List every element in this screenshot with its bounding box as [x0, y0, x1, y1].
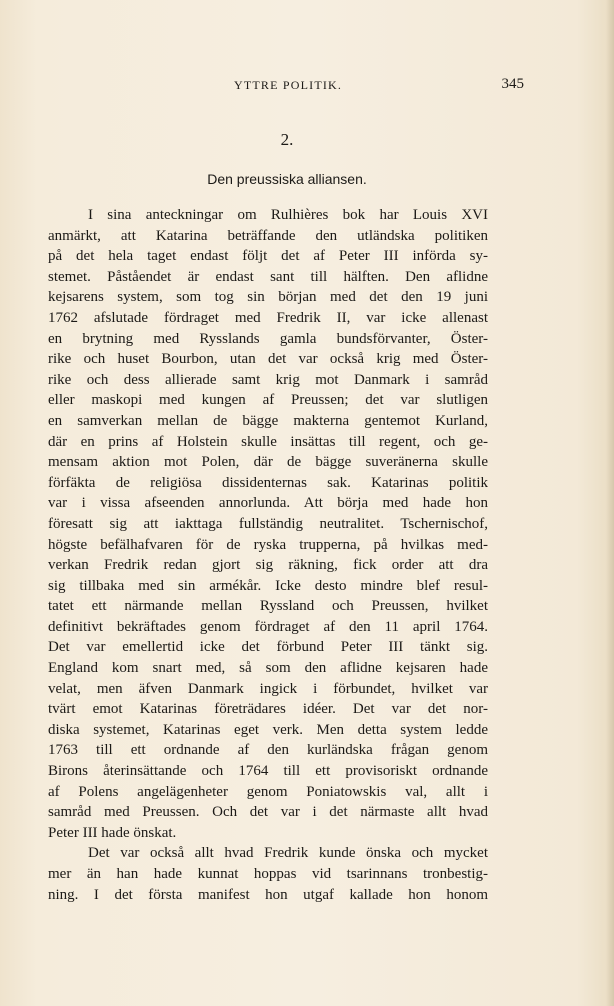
text-line: Det var också allt hvad Fredrik kunde önska och mycket [88, 845, 488, 862]
text-line: ning. I det första manifest hon utgaf kallade hon honom [48, 886, 488, 903]
page-edge-shadow [606, 0, 614, 1006]
text-line: högste befälhafvaren för de ryska trupperna, på hvilkas med- [48, 536, 488, 553]
text-line: Peter III hade önskat. [48, 824, 177, 841]
paragraph-2 [48, 843, 488, 905]
text-line: anmärkt, att Katarina beträffande den utländska politiken [48, 227, 488, 244]
text-line: förfäkta de religiösa dissidenternas sak. Katarinas politik [48, 474, 488, 491]
text-line: föresatt sig att iakttaga fullständig neutralitet. Tschernischof, [48, 515, 488, 532]
text-line: var i vissa afseenden annorlunda. Att börja med hade hon [48, 495, 488, 512]
text-line: definitivt bekräftades genom fördraget af den 11 april 1764. [48, 618, 488, 635]
section-title: Den preussiska alliansen. [207, 171, 367, 187]
text-line: tvärt emot Katarinas företrädares idéer. Det var det nor- [48, 701, 488, 718]
text-line: sig tillbaka med sin armékår. Icke desto mindre blef resul- [48, 577, 488, 594]
text-line: rike och huset Bourbon, utan det var också krig med Öster- [48, 351, 488, 368]
text-line: rike och dess allierade samt krig mot Danmark i samråd [48, 371, 488, 388]
text-line: verkan Fredrik redan gjort sig räkning, fick order att dra [48, 557, 488, 574]
text-line: af Polens angelägenheter genom Poniatowskis val, allt i [48, 783, 488, 800]
text-line: en brytning med Rysslands gamla bundsförvanter, Öster- [48, 330, 488, 347]
text-line: mensam aktion mot Polen, där de bägge suveränerna skulle [48, 454, 488, 471]
text-line: stemet. Påståendet är endast sant till hälften. Den aflidne [48, 268, 488, 285]
text-line: velat, men äfven Danmark ingick i förbundet, hvilket var [48, 680, 488, 697]
running-head-title: YTTRE POLITIK. [234, 78, 343, 92]
text-line: 1763 till ett ordnande af den kurländska frågan genom [48, 742, 488, 759]
body-text [48, 205, 488, 905]
text-line: kejsarens system, som tog sin början med det den 19 juni [48, 289, 488, 306]
paragraph-1 [48, 205, 488, 843]
text-line: Det var emellertid icke det förbund Peter III tänkt sig. [48, 639, 488, 656]
text-line: England kom snart med, så som den aflidne kejsaren hade [48, 660, 488, 677]
text-line: där en prins af Holstein skulle insättas till regent, och ge- [48, 433, 488, 450]
text-line: mer än han hade kunnat hoppas vid tsarinnans tronbestig- [48, 866, 488, 882]
text-line: eller maskopi med kungen af Preussen; det var slutligen [48, 392, 488, 409]
text-line: Birons återinsättande och 1764 till ett provisoriskt ordnande [48, 763, 488, 780]
running-head [48, 78, 524, 96]
text-line: I sina anteckningar om Rulhières bok har Louis XVI [88, 207, 488, 223]
text-line: på det hela taget endast följt det af Peter III införda sy- [48, 248, 488, 265]
text-line: tatet ett närmande mellan Ryssland och Preussen, hvilket [48, 598, 488, 615]
text-line: en samverkan mellan de bägge makterna gentemot Kurland, [48, 412, 488, 429]
text-line: diska systemet, Katarinas eget verk. Men detta system ledde [48, 721, 488, 738]
page-number: 345 [501, 76, 524, 92]
text-line: 1762 afslutade fördraget med Fredrik II, var icke allenast [48, 309, 488, 326]
text-line: samråd med Preussen. Och det var i det närmaste allt hvad [48, 804, 488, 821]
section-number: 2. [280, 130, 294, 149]
